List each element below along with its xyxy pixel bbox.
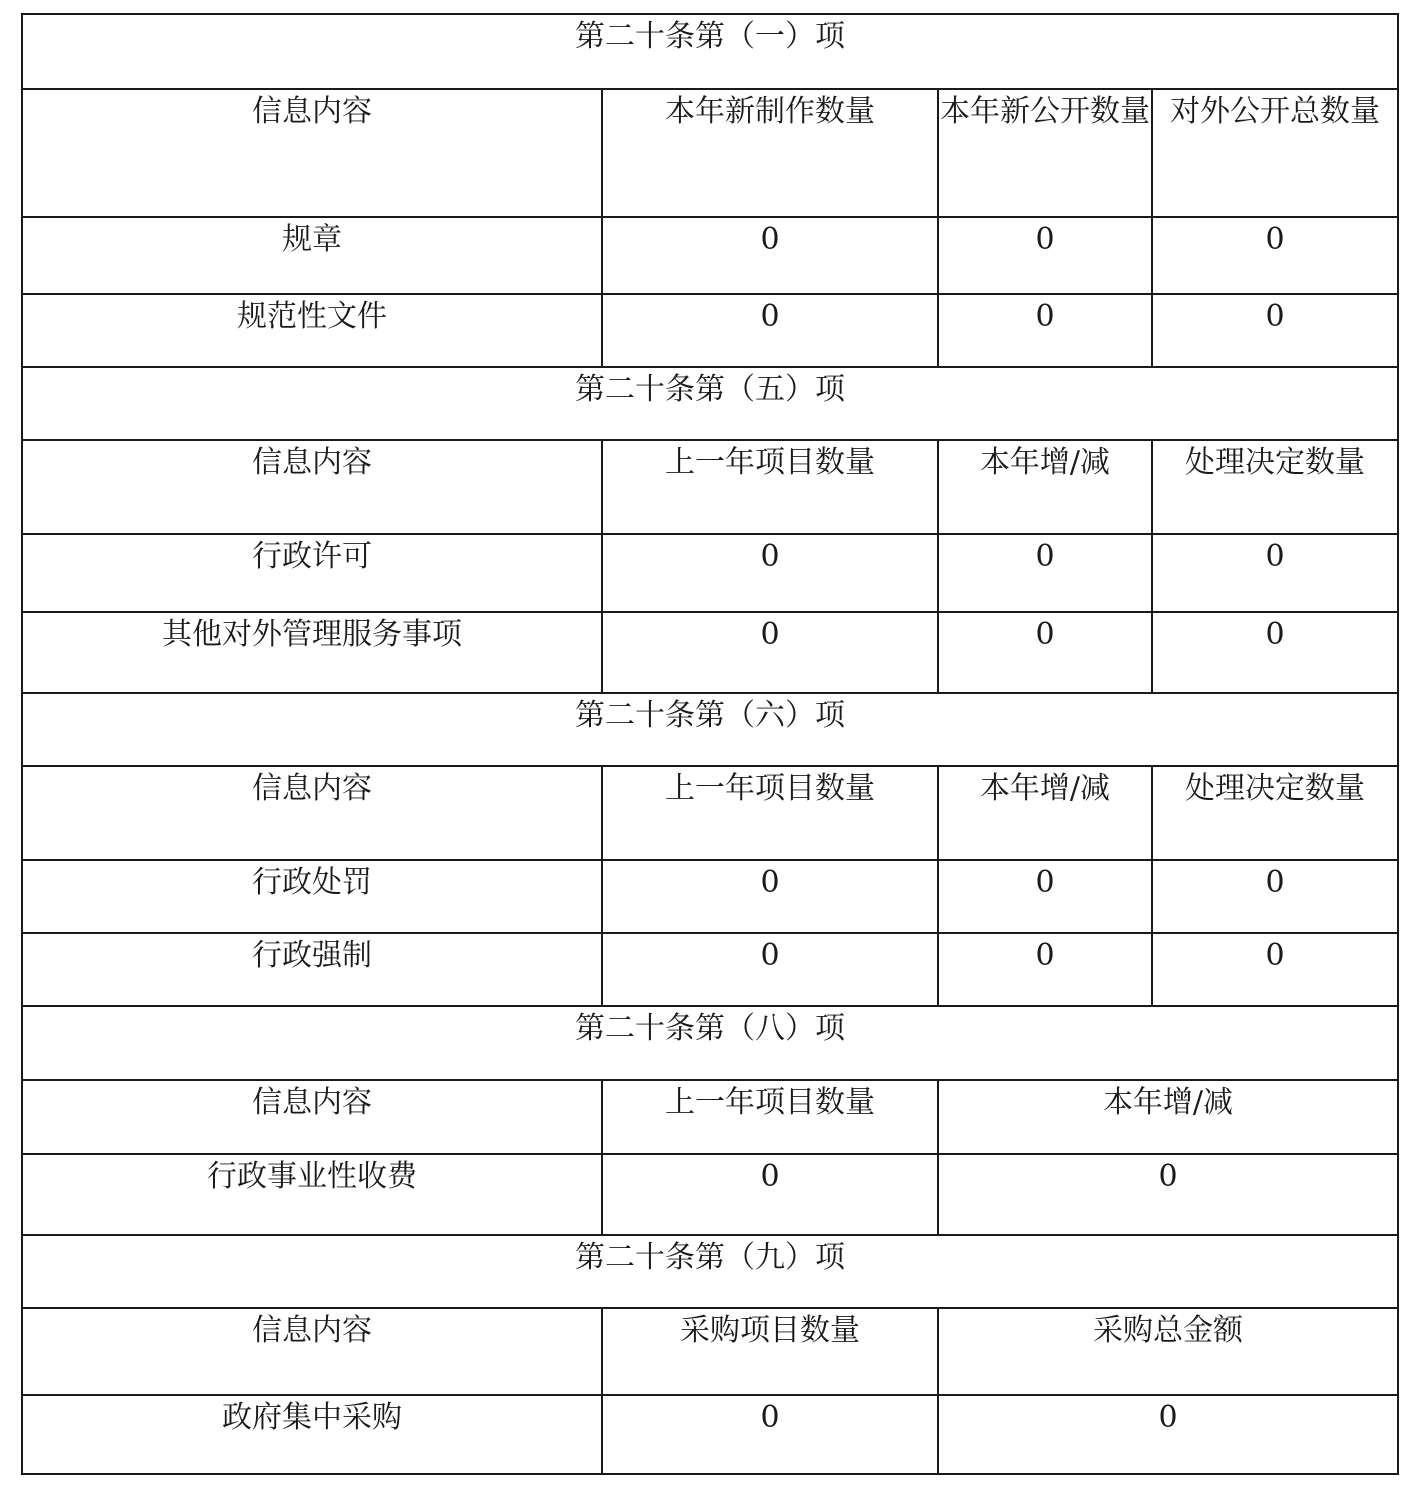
header-cell: 信息内容 [22, 1308, 602, 1395]
header-cell: 处理决定数量 [1152, 766, 1398, 860]
section-title-row [22, 1235, 1398, 1308]
row-value: 0 [602, 294, 938, 367]
row-value: 0 [602, 1395, 938, 1474]
row-value: 0 [938, 612, 1152, 693]
row-value: 0 [938, 1154, 1398, 1235]
header-cell: 本年新制作数量 [602, 89, 938, 217]
table-row [22, 294, 1398, 367]
header-row [22, 1080, 1398, 1154]
table-row [22, 1395, 1398, 1474]
row-label: 行政事业性收费 [22, 1154, 602, 1235]
section-title: 第二十条第（五）项 [22, 367, 1398, 440]
header-cell: 本年增/减 [938, 1080, 1398, 1154]
row-label: 行政强制 [22, 933, 602, 1006]
row-value: 0 [602, 1154, 938, 1235]
header-cell: 信息内容 [22, 440, 602, 534]
row-label: 规范性文件 [22, 294, 602, 367]
row-label: 行政许可 [22, 534, 602, 612]
row-value: 0 [602, 860, 938, 933]
section-title-row [22, 693, 1398, 766]
section-title: 第二十条第（一）项 [22, 14, 1398, 89]
header-row [22, 1308, 1398, 1395]
header-cell: 采购总金额 [938, 1308, 1398, 1395]
row-label: 规章 [22, 217, 602, 294]
row-value: 0 [1152, 217, 1398, 294]
row-label: 政府集中采购 [22, 1395, 602, 1474]
table-row [22, 217, 1398, 294]
section-title: 第二十条第（九）项 [22, 1235, 1398, 1308]
header-cell: 上一年项目数量 [602, 766, 938, 860]
row-label: 其他对外管理服务事项 [22, 612, 602, 693]
section-title-row [22, 1006, 1398, 1080]
section-title-row [22, 367, 1398, 440]
header-cell: 信息内容 [22, 89, 602, 217]
header-cell: 处理决定数量 [1152, 440, 1398, 534]
row-value: 0 [1152, 294, 1398, 367]
row-value: 0 [1152, 860, 1398, 933]
row-label: 行政处罚 [22, 860, 602, 933]
row-value: 0 [1152, 933, 1398, 1006]
header-row [22, 89, 1398, 217]
section-title: 第二十条第（八）项 [22, 1006, 1398, 1080]
header-cell: 本年增/减 [938, 440, 1152, 534]
header-cell: 上一年项目数量 [602, 440, 938, 534]
row-value: 0 [938, 933, 1152, 1006]
table-row [22, 534, 1398, 612]
row-value: 0 [602, 534, 938, 612]
table-row [22, 860, 1398, 933]
header-cell: 本年增/减 [938, 766, 1152, 860]
header-cell: 信息内容 [22, 766, 602, 860]
table-row [22, 933, 1398, 1006]
header-cell: 采购项目数量 [602, 1308, 938, 1395]
row-value: 0 [938, 1395, 1398, 1474]
row-value: 0 [938, 534, 1152, 612]
table-row [22, 612, 1398, 693]
row-value: 0 [938, 294, 1152, 367]
row-value: 0 [602, 612, 938, 693]
section-title: 第二十条第（六）项 [22, 693, 1398, 766]
header-row [22, 766, 1398, 860]
header-cell: 信息内容 [22, 1080, 602, 1154]
row-value: 0 [602, 217, 938, 294]
disclosure-table [21, 13, 1399, 1475]
header-row [22, 440, 1398, 534]
row-value: 0 [938, 217, 1152, 294]
table-row [22, 1154, 1398, 1235]
row-value: 0 [602, 933, 938, 1006]
row-value: 0 [1152, 612, 1398, 693]
section-title-row [22, 14, 1398, 89]
row-value: 0 [938, 860, 1152, 933]
header-cell: 上一年项目数量 [602, 1080, 938, 1154]
header-cell: 对外公开总数量 [1152, 89, 1398, 217]
row-value: 0 [1152, 534, 1398, 612]
header-cell: 本年新公开数量 [938, 89, 1152, 217]
